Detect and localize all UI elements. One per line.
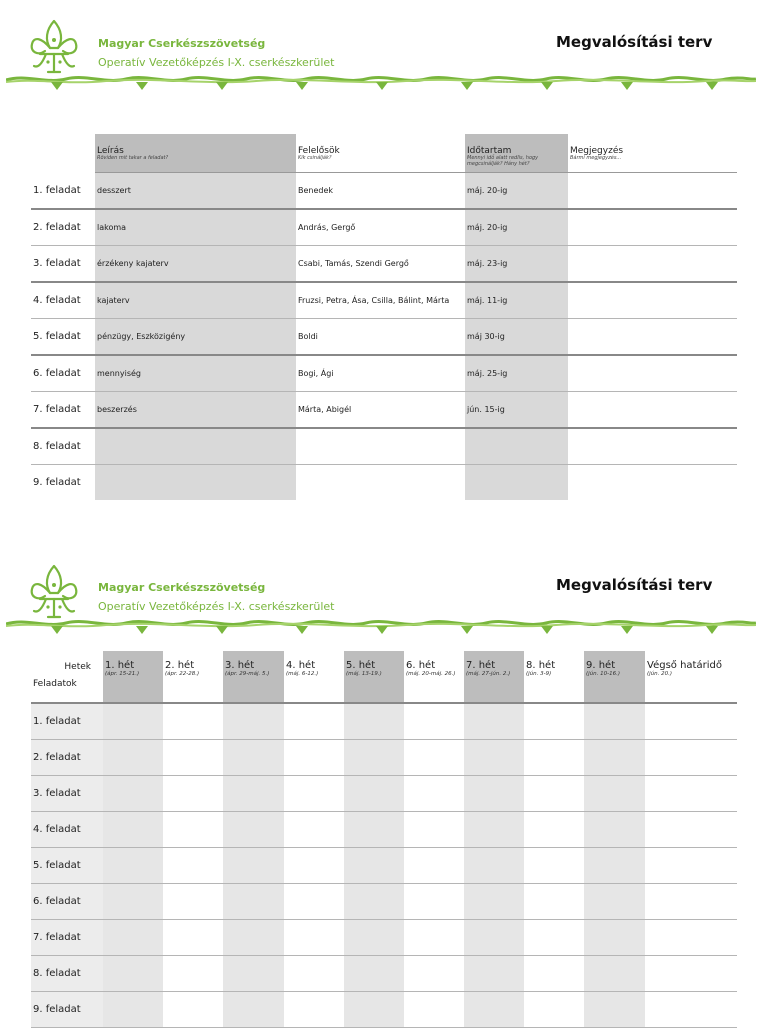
- week-title: Végső határidő: [647, 660, 722, 671]
- document-title: Megvalósítási terv: [556, 576, 713, 594]
- row-label: 3. feladat: [31, 246, 95, 283]
- schedule-cell[interactable]: [524, 776, 584, 812]
- week-dates: (máj. 6-12.): [286, 671, 319, 677]
- cell-idotartam[interactable]: máj. 11-ig: [465, 282, 568, 319]
- schedule-cell[interactable]: [584, 740, 645, 776]
- schedule-cell[interactable]: [404, 703, 464, 740]
- schedule-cell[interactable]: [584, 812, 645, 848]
- schedule-cell[interactable]: [103, 992, 163, 1028]
- schedule-cell[interactable]: [223, 740, 284, 776]
- schedule-cell[interactable]: [103, 920, 163, 956]
- week-header: [584, 651, 645, 703]
- schedule-cell[interactable]: [223, 848, 284, 884]
- table-row: [31, 956, 737, 992]
- row-label: 8. feladat: [31, 428, 95, 465]
- deadline-header: [645, 651, 737, 703]
- table-row: [31, 776, 737, 812]
- schedule-cell[interactable]: [344, 812, 404, 848]
- schedule-cell[interactable]: [344, 956, 404, 992]
- header-megjegyzes: [568, 134, 737, 173]
- cell-idotartam[interactable]: [465, 428, 568, 465]
- schedule-cell[interactable]: [464, 740, 524, 776]
- table-row: [31, 884, 737, 920]
- schedule-cell[interactable]: [464, 920, 524, 956]
- row-label: 6. feladat: [31, 355, 95, 392]
- schedule-cell[interactable]: [645, 920, 737, 956]
- schedule-cell[interactable]: [223, 920, 284, 956]
- cell-megjegyzes[interactable]: [568, 209, 737, 246]
- week-dates: (jún. 3-9): [526, 671, 552, 677]
- schedule-cell[interactable]: [103, 956, 163, 992]
- table-row: [31, 209, 737, 246]
- schedule-cell[interactable]: [524, 956, 584, 992]
- cell-megjegyzes[interactable]: [568, 319, 737, 356]
- table-row: [31, 740, 737, 776]
- schedule-cell[interactable]: [163, 956, 223, 992]
- schedule-cell[interactable]: [163, 992, 223, 1028]
- schedule-cell[interactable]: [645, 703, 737, 740]
- cell-idotartam[interactable]: máj. 20-ig: [465, 209, 568, 246]
- table-row: [31, 282, 737, 319]
- schedule-cell[interactable]: [223, 956, 284, 992]
- cell-leiras[interactable]: desszert: [95, 173, 296, 210]
- schedule-cell[interactable]: [344, 848, 404, 884]
- schedule-cell[interactable]: [284, 740, 344, 776]
- table-row: [31, 465, 737, 501]
- schedule-cell[interactable]: [645, 776, 737, 812]
- header-leiras: [95, 134, 296, 173]
- cell-megjegyzes[interactable]: [568, 282, 737, 319]
- schedule-cell[interactable]: [464, 703, 524, 740]
- schedule-cell[interactable]: [524, 740, 584, 776]
- cell-megjegyzes[interactable]: [568, 465, 737, 501]
- schedule-cell[interactable]: [584, 920, 645, 956]
- week-dates: (jún. 20.): [647, 671, 673, 677]
- schedule-cell[interactable]: [163, 848, 223, 884]
- cell-idotartam[interactable]: máj. 25-ig: [465, 355, 568, 392]
- schedule-table: [31, 651, 737, 1028]
- cell-megjegyzes[interactable]: [568, 173, 737, 210]
- schedule-cell[interactable]: [344, 884, 404, 920]
- week-title: 2. hét: [165, 660, 195, 671]
- cell-felelosok[interactable]: Csabi, Tamás, Szendi Gergő: [296, 246, 465, 283]
- vine-border-icon: [6, 614, 756, 636]
- schedule-cell[interactable]: [163, 920, 223, 956]
- table-row: [31, 246, 737, 283]
- schedule-cell[interactable]: [103, 884, 163, 920]
- district-name: Operatív Vezetőképzés I-X. cserkészkerület: [98, 600, 335, 613]
- schedule-cell[interactable]: [404, 884, 464, 920]
- header-felelosok-sub: Kik csinálják?: [298, 155, 332, 161]
- schedule-cell[interactable]: [103, 848, 163, 884]
- week-title: 8. hét: [526, 660, 556, 671]
- schedule-cell[interactable]: [524, 848, 584, 884]
- schedule-cell[interactable]: [284, 703, 344, 740]
- cell-leiras[interactable]: kajaterv: [95, 282, 296, 319]
- cell-felelosok[interactable]: [296, 465, 465, 501]
- schedule-cell[interactable]: [223, 812, 284, 848]
- row-label: 3. feladat: [31, 776, 103, 812]
- week-title: 5. hét: [346, 660, 376, 671]
- schedule-cell[interactable]: [464, 992, 524, 1028]
- schedule-cell[interactable]: [163, 812, 223, 848]
- cell-felelosok[interactable]: Fruzsi, Petra, Ása, Csilla, Bálint, Márta: [296, 282, 465, 319]
- week-title: 4. hét: [286, 660, 316, 671]
- fleur-de-lis-logo-icon: [28, 18, 80, 78]
- document-title: Megvalósítási terv: [556, 33, 713, 51]
- cell-megjegyzes[interactable]: [568, 392, 737, 429]
- header-megjegyzes-title: Megjegyzés: [570, 146, 624, 156]
- week-title: 1. hét: [105, 660, 135, 671]
- schedule-cell[interactable]: [404, 740, 464, 776]
- row-label: 1. feladat: [31, 703, 103, 740]
- week-title: 6. hét: [406, 660, 436, 671]
- table-row: [31, 355, 737, 392]
- week-header: [223, 651, 284, 703]
- schedule-cell[interactable]: [284, 956, 344, 992]
- header-leiras-title: Leírás: [97, 146, 124, 156]
- row-label: 5. feladat: [31, 848, 103, 884]
- row-label: 8. feladat: [31, 956, 103, 992]
- schedule-cell[interactable]: [163, 740, 223, 776]
- schedule-cell[interactable]: [645, 884, 737, 920]
- week-header: [404, 651, 464, 703]
- row-label: 5. feladat: [31, 319, 95, 356]
- week-dates: (jún. 10-16.): [586, 671, 621, 677]
- schedule-cell[interactable]: [645, 848, 737, 884]
- row-label: 9. feladat: [33, 477, 81, 488]
- cell-leiras[interactable]: mennyiség: [95, 355, 296, 392]
- schedule-cell[interactable]: [464, 776, 524, 812]
- schedule-cell[interactable]: [163, 776, 223, 812]
- schedule-cell[interactable]: [284, 812, 344, 848]
- row-label: 2. feladat: [31, 209, 95, 246]
- plan-table-header: [31, 134, 737, 173]
- cell-megjegyzes[interactable]: [568, 246, 737, 283]
- schedule-cell[interactable]: [645, 992, 737, 1028]
- cell-felelosok[interactable]: Márta, Abigél: [296, 392, 465, 429]
- cell-idotartam[interactable]: máj 30-ig: [465, 319, 568, 356]
- schedule-cell[interactable]: [404, 776, 464, 812]
- schedule-cell[interactable]: [404, 812, 464, 848]
- schedule-cell[interactable]: [524, 884, 584, 920]
- cell-leiras[interactable]: [95, 465, 296, 501]
- schedule-cell[interactable]: [163, 703, 223, 740]
- schedule-cell[interactable]: [464, 812, 524, 848]
- week-header: [103, 651, 163, 703]
- week-dates: (máj. 13-19.): [346, 671, 382, 677]
- week-header: [163, 651, 223, 703]
- schedule-cell[interactable]: [404, 920, 464, 956]
- table-row: [31, 812, 737, 848]
- schedule-corner: [31, 651, 103, 703]
- schedule-cell[interactable]: [404, 848, 464, 884]
- schedule-cell[interactable]: [464, 848, 524, 884]
- schedule-cell[interactable]: [524, 992, 584, 1028]
- week-dates: (máj. 27-jún. 2.): [466, 671, 511, 677]
- schedule-header: [31, 651, 737, 703]
- cell-leiras[interactable]: beszerzés: [95, 392, 296, 429]
- schedule-cell[interactable]: [223, 992, 284, 1028]
- week-header: [464, 651, 524, 703]
- schedule-cell[interactable]: [103, 703, 163, 740]
- cell-leiras[interactable]: pénzügy, Eszközigény: [95, 319, 296, 356]
- schedule-cell[interactable]: [584, 992, 645, 1028]
- schedule-cell[interactable]: [584, 956, 645, 992]
- week-title: 7. hét: [466, 660, 496, 671]
- cell-idotartam[interactable]: máj. 20-ig: [465, 173, 568, 210]
- schedule-cell[interactable]: [223, 884, 284, 920]
- week-header: [344, 651, 404, 703]
- cell-leiras[interactable]: lakoma: [95, 209, 296, 246]
- schedule-cell[interactable]: [223, 776, 284, 812]
- cell-felelosok[interactable]: Boldi: [296, 319, 465, 356]
- schedule-cell[interactable]: [584, 776, 645, 812]
- row-label: 9. feladat: [31, 992, 103, 1028]
- cell-leiras[interactable]: érzékeny kajaterv: [95, 246, 296, 283]
- week-header: [524, 651, 584, 703]
- row-label: 7. feladat: [31, 920, 103, 956]
- org-name: Magyar Cserkészszövetség: [98, 37, 266, 50]
- cell-felelosok[interactable]: Benedek: [296, 173, 465, 210]
- schedule-cell[interactable]: [584, 884, 645, 920]
- schedule-cell[interactable]: [344, 776, 404, 812]
- schedule-cell[interactable]: [284, 848, 344, 884]
- row-label: 1. feladat: [31, 173, 95, 210]
- row-label: 4. feladat: [31, 282, 95, 319]
- header-empty: [31, 134, 95, 173]
- row-label: 7. feladat: [31, 392, 95, 429]
- schedule-cell[interactable]: [223, 703, 284, 740]
- schedule-cell[interactable]: [103, 812, 163, 848]
- cell-megjegyzes[interactable]: [568, 428, 737, 465]
- table-row: [31, 703, 737, 740]
- cell-felelosok[interactable]: Bogi, Ági: [296, 355, 465, 392]
- table-row: [31, 848, 737, 884]
- schedule-cell[interactable]: [645, 956, 737, 992]
- schedule-cell[interactable]: [163, 884, 223, 920]
- header-felelosok-title: Felelősök: [298, 146, 340, 156]
- table-row: [31, 319, 737, 356]
- cell-megjegyzes[interactable]: [568, 355, 737, 392]
- table-row: [31, 992, 737, 1028]
- week-dates: (ápr. 29-máj. 5.): [225, 671, 270, 677]
- schedule-cell[interactable]: [103, 740, 163, 776]
- schedule-cell[interactable]: [284, 776, 344, 812]
- row-label: 2. feladat: [31, 740, 103, 776]
- cell-leiras[interactable]: [95, 428, 296, 465]
- schedule-cell[interactable]: [645, 812, 737, 848]
- week-header: [284, 651, 344, 703]
- schedule-cell[interactable]: [284, 920, 344, 956]
- week-dates: (máj. 20-máj. 26.): [406, 671, 456, 677]
- table-row: [31, 428, 737, 465]
- schedule-cell[interactable]: [464, 884, 524, 920]
- row-label: 6. feladat: [31, 884, 103, 920]
- week-dates: (ápr. 22-28.): [165, 671, 200, 677]
- schedule-cell[interactable]: [524, 920, 584, 956]
- schedule-cell[interactable]: [404, 992, 464, 1028]
- schedule-cell[interactable]: [344, 992, 404, 1028]
- cell-felelosok[interactable]: András, Gergő: [296, 209, 465, 246]
- row-label: 4. feladat: [31, 812, 103, 848]
- schedule-cell[interactable]: [584, 848, 645, 884]
- header-felelosok: [296, 134, 465, 173]
- corner-weeks-label: Hetek: [64, 662, 91, 672]
- table-row: [31, 173, 737, 210]
- org-name: Magyar Cserkészszövetség: [98, 581, 266, 594]
- schedule-cell[interactable]: [344, 740, 404, 776]
- table-row: [31, 392, 737, 429]
- cell-felelosok[interactable]: [296, 428, 465, 465]
- schedule-cell[interactable]: [284, 992, 344, 1028]
- cell-idotartam[interactable]: máj. 23-ig: [465, 246, 568, 283]
- schedule-cell[interactable]: [584, 703, 645, 740]
- week-title: 3. hét: [225, 660, 255, 671]
- schedule-cell[interactable]: [103, 776, 163, 812]
- schedule-cell[interactable]: [344, 920, 404, 956]
- vine-border-icon: [6, 70, 756, 92]
- schedule-cell[interactable]: [344, 703, 404, 740]
- cell-idotartam[interactable]: [465, 465, 568, 501]
- schedule-cell[interactable]: [645, 740, 737, 776]
- schedule-cell[interactable]: [524, 812, 584, 848]
- corner-tasks-label: Feladatok: [33, 679, 77, 689]
- schedule-cell[interactable]: [524, 703, 584, 740]
- district-name: Operatív Vezetőképzés I-X. cserkészkerület: [98, 56, 335, 69]
- header-megjegyzes-sub: Bármi megjegyzés...: [570, 155, 622, 161]
- table-row: [31, 920, 737, 956]
- week-title: 9. hét: [586, 660, 616, 671]
- header-leiras-sub: Röviden mit takar a feladat?: [97, 155, 169, 161]
- schedule-cell[interactable]: [464, 956, 524, 992]
- plan-table: [31, 134, 737, 500]
- header-idotartam-title: Időtartam: [467, 146, 512, 156]
- schedule-cell[interactable]: [404, 956, 464, 992]
- schedule-cell[interactable]: [284, 884, 344, 920]
- cell-idotartam[interactable]: jún. 15-ig: [465, 392, 568, 429]
- header-idotartam-sub: Mennyi idő alatt redlis, hogy megcsinálják? Hány hét?: [467, 155, 539, 167]
- week-dates: (ápr. 15-21.): [105, 671, 140, 677]
- header-idotartam: [465, 134, 568, 173]
